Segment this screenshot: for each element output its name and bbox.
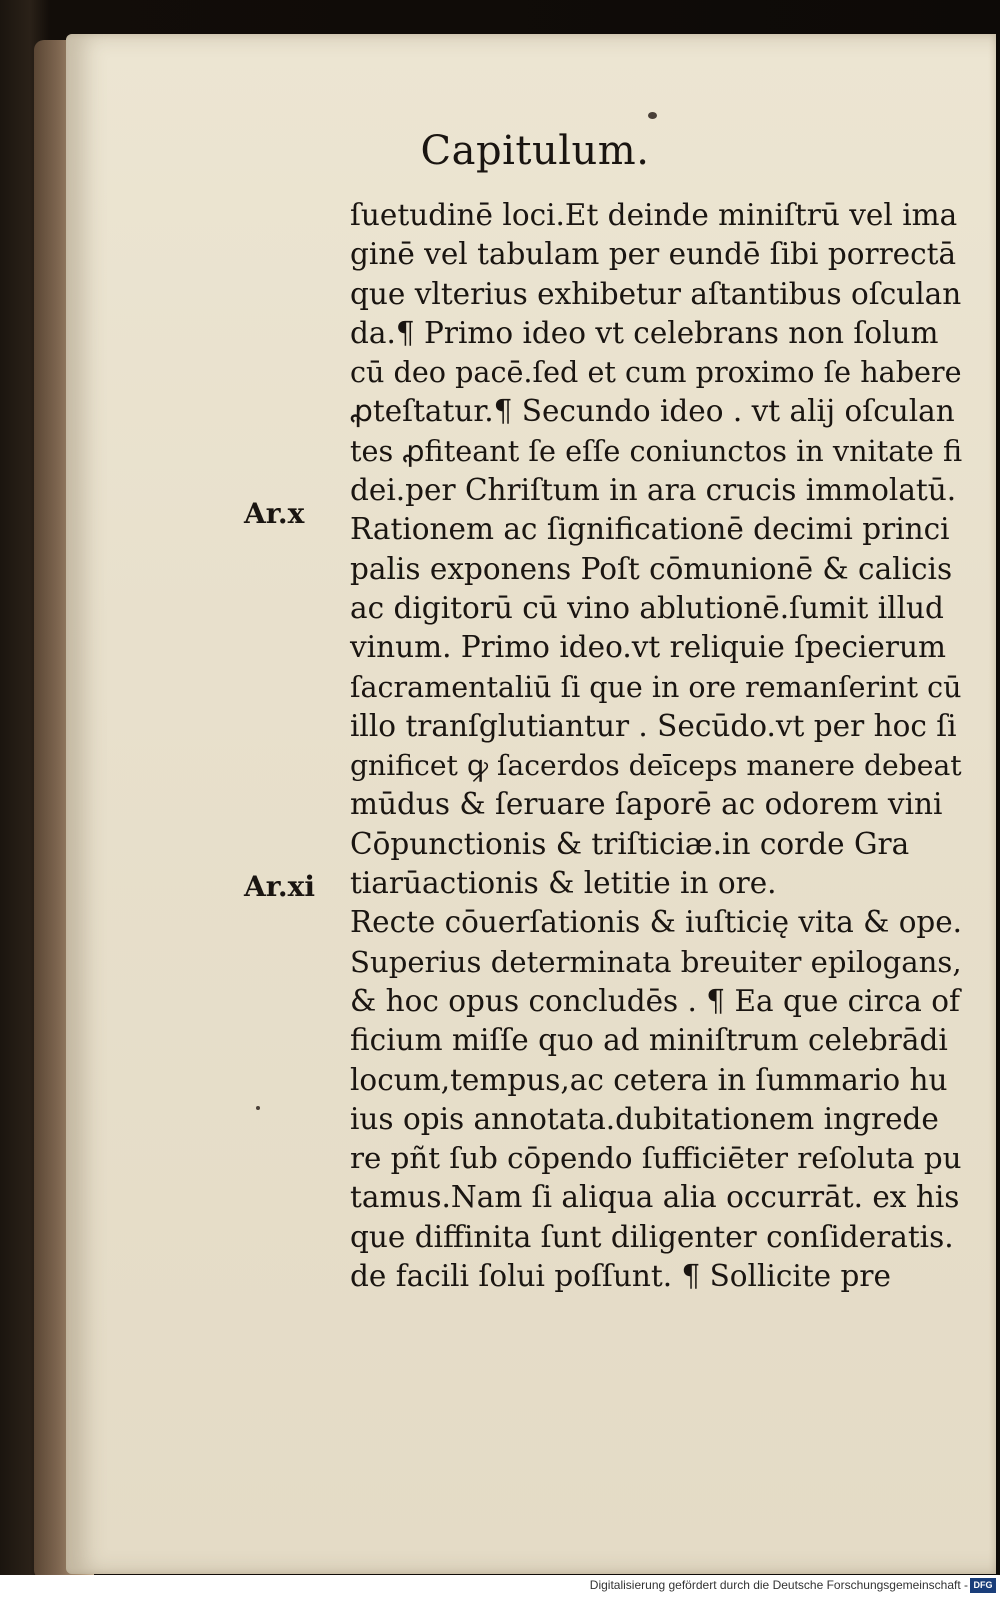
- text-line: ſacramentaliū ſi que in ore remanſerint cū: [350, 670, 962, 704]
- text-line: Rationem ac ſignificationē decimi princi: [350, 512, 950, 547]
- margin-note-ar-x: Ar.x: [244, 497, 305, 530]
- text-line: locum,tempus,ac cetera in ſummario hu: [350, 1062, 948, 1097]
- margin-note-ar-xi: Ar.xi: [244, 870, 315, 903]
- text-line: da.¶ Primo ideo vt celebrans non ſolum: [350, 315, 939, 350]
- text-line: vinum. Primo ideo.vt reliquie ſpecierum: [350, 630, 946, 665]
- text-line: que vlterius exhibetur aſtantibus oſculan: [350, 276, 962, 311]
- text-line: re pñt ſub cōpendo ſufficiēter reſoluta pu: [350, 1141, 962, 1176]
- text-line: tamus.Nam ſi aliqua alia occurrāt. ex his: [350, 1180, 960, 1215]
- text-line: ginē vel tabulam per eundē ſibi porrectā: [350, 237, 957, 272]
- text-line: Cōpunctionis & triſticiæ.in corde Gra: [350, 826, 910, 861]
- text-line: tiarūactionis & letitie in ore.: [350, 866, 777, 901]
- digitization-credit: Digitalisierung gefördert durch die Deutsche Forschungsgemeinschaft -: [589, 1578, 968, 1592]
- text-line: tes ꝓfiteant ſe eſſe coniunctos in vnitate fi: [350, 433, 963, 468]
- text-line: illo tranſglutiantur . Secūdo.vt per hoc ſi: [350, 708, 957, 743]
- text-line: dei.per Chriſtum in ara crucis immolatū.: [350, 473, 957, 508]
- text-line: gnificet ꝙ ſacerdos deīceps manere debeat: [350, 749, 962, 783]
- text-line: ſuetudinē loci.Et deinde miniſtrū vel ima: [350, 198, 958, 232]
- footer-bar: [0, 1575, 1000, 1597]
- text-line: ꝓteſtatur.¶ Secundo ideo . vt alij oſculan: [350, 394, 955, 429]
- ink-speck: [648, 112, 657, 119]
- text-line: ac digitorū cū vino ablutionē.ſumit illud: [350, 590, 944, 625]
- text-line: & hoc opus concludēs . ¶ Ea que circa of: [350, 983, 960, 1018]
- text-line: mūdus & ſeruare ſaporē ac odorem vini: [350, 787, 943, 822]
- text-line: Recte cōuerſationis & iuſticię vita & ope.: [350, 905, 963, 940]
- ink-speck: [256, 1106, 260, 1110]
- dfg-logo: DFG: [970, 1578, 996, 1593]
- running-header: Capitulum.: [420, 128, 650, 174]
- text-line: que diffinita ſunt diligenter conſideratis.: [350, 1219, 954, 1254]
- text-line: ius opis annotata.dubitationem ingrede: [350, 1101, 939, 1136]
- text-line: cū deo pacē.ſed et cum proximo ſe habere: [350, 355, 962, 390]
- text-line: palis exponens Poſt cōmunionē & calicis: [350, 551, 953, 586]
- text-line: ficium miſſe quo ad miniſtrum celebrādi: [350, 1023, 948, 1058]
- text-line: de facili ſolui poſſunt. ¶ Sollicite pre: [350, 1259, 891, 1294]
- body-text: [350, 196, 963, 1296]
- text-line: Superius determinata breuiter epilogans,: [350, 944, 962, 979]
